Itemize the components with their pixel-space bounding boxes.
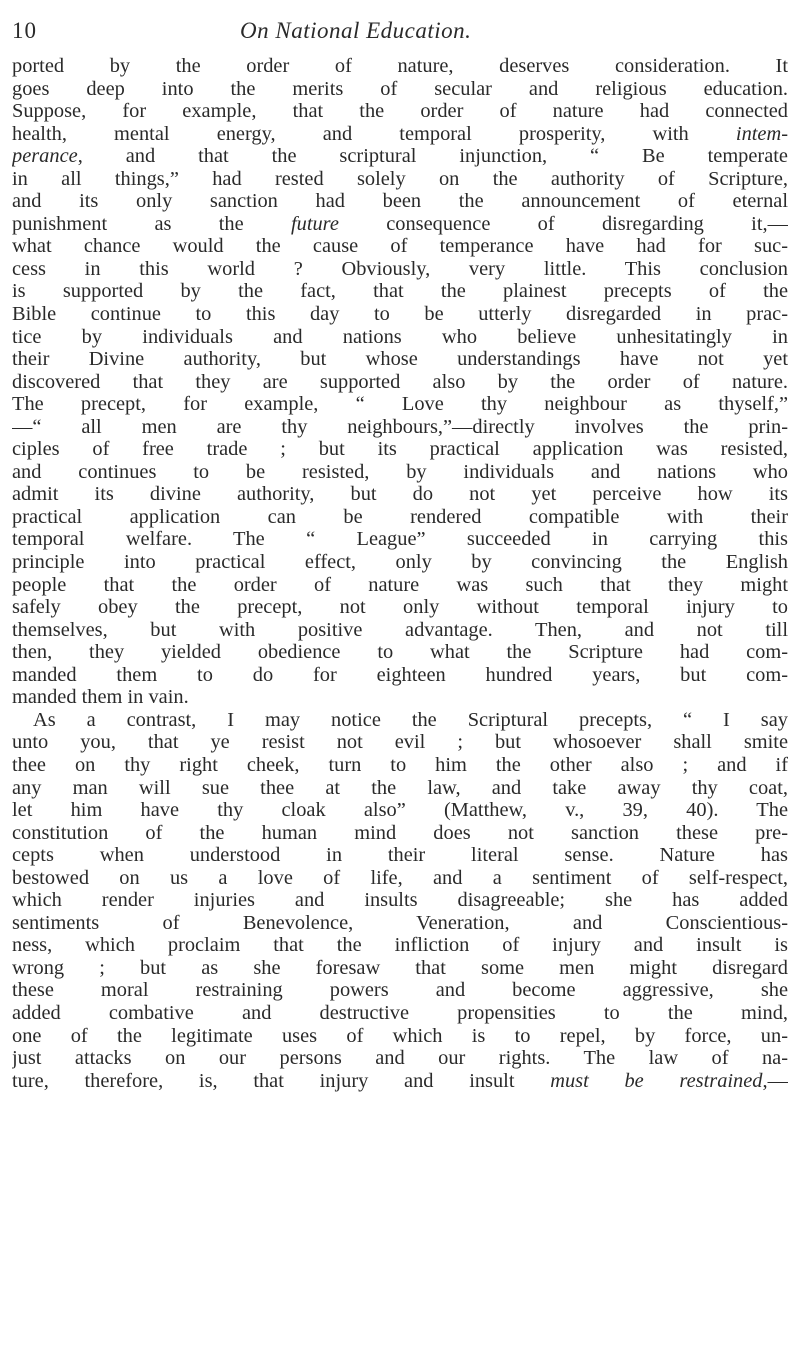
text-line: principle into practical effect, only by convincing the English — [12, 551, 788, 574]
text-line: which render injuries and insults disagreeable; she has added — [12, 889, 788, 912]
text-line: Suppose, for example, that the order of nature had connected — [12, 100, 788, 123]
text-line: goes deep into the merits of secular and religious education. — [12, 77, 788, 100]
text-line: and its only sanction had been the announcement of eternal — [12, 190, 788, 213]
italic-segment: must be restrained — [550, 1069, 763, 1092]
text-line — [12, 123, 788, 146]
text-line: tice by individuals and nations who believe unhesitatingly in — [12, 325, 788, 348]
text-segment: health, mental energy, and temporal prosperity, with — [12, 122, 736, 145]
text-line: people that the order of nature was such that they might — [12, 573, 788, 596]
text-line: manded them in vain. — [12, 686, 189, 709]
text-line: unto you, that ye resist not evil ; but whosoever shall smite — [12, 731, 788, 754]
text-line: ness, which proclaim that the infliction of injury and insult is — [12, 934, 788, 957]
text-line: —“ all men are thy neighbours,”—directly involves the prin- — [12, 415, 788, 438]
text-line: wrong ; but as she foresaw that some men might disregard — [12, 956, 788, 979]
text-line: The precept, for example, “ Love thy neighbour as thyself,” — [12, 393, 788, 416]
text-line: cepts when understood in their literal sense. Nature has — [12, 844, 788, 867]
text-line: safely obey the precept, not only without temporal injury to — [12, 596, 788, 619]
text-line: let him have thy cloak also” (Matthew, v., 39, 40). The — [12, 799, 788, 822]
text-line: in all things,” had rested solely on the authority of Scripture, — [12, 167, 788, 190]
text-line: cess in this world ? Obviously, very little. This conclusion — [12, 257, 788, 280]
text-line: and continues to be resisted, by individuals and nations who — [12, 460, 788, 483]
text-line: these moral restraining powers and become aggressive, she — [12, 979, 788, 1002]
text-line: practical application can be rendered compatible with their — [12, 505, 788, 528]
text-segment: consequence of disregarding it,— — [338, 212, 788, 235]
text-segment: , and that the scriptural injunction, “ Be temperate — [77, 145, 788, 168]
text-line: thee on thy right cheek, turn to him the other also ; and if — [12, 753, 788, 776]
text-line: Bible continue to this day to be utterly disregarded in prac- — [12, 303, 788, 326]
text-line: any man will sue thee at the law, and take away thy coat, — [12, 776, 788, 799]
text-line: one of the legitimate uses of which is to repel, by force, un- — [12, 1024, 788, 1047]
text-line — [12, 213, 788, 236]
text-line: As a contrast, I may notice the Scriptural precepts, “ I say — [33, 708, 788, 731]
text-line: bestowed on us a love of life, and a sentiment of self-respect, — [12, 866, 788, 889]
text-line: added combative and destructive propensities to the mind, — [12, 1001, 788, 1024]
italic-segment: intem- — [735, 122, 788, 145]
text-line: ciples of free trade ; but its practical application was resisted, — [12, 438, 788, 461]
text-segment: punishment as the — [12, 212, 291, 235]
running-head — [0, 18, 800, 48]
italic-segment: future — [290, 212, 339, 235]
text-line: is supported by the fact, that the plainest precepts of the — [12, 280, 788, 303]
running-title: On National Education. — [240, 18, 472, 43]
italic-segment: perance — [12, 145, 78, 168]
text-line: temporal welfare. The “ League” succeeded in carrying this — [12, 528, 788, 551]
text-line: manded them to do for eighteen hundred years, but com- — [12, 663, 788, 686]
text-line: their Divine authority, but whose understandings have not yet — [12, 348, 788, 371]
text-line — [12, 145, 788, 168]
text-line: themselves, but with positive advantage. Then, and not till — [12, 618, 788, 641]
text-line: admit its divine authority, but do not yet perceive how its — [12, 483, 788, 506]
text-line: sentiments of Benevolence, Veneration, and Conscientious- — [12, 911, 788, 934]
page-number: 10 — [12, 18, 37, 43]
text-line — [12, 1070, 788, 1093]
text-line: ported by the order of nature, deserves consideration. It — [12, 55, 788, 77]
body-text — [12, 55, 788, 1092]
text-line: constitution of the human mind does not sanction these pre- — [12, 821, 788, 844]
text-segment: ,— — [762, 1069, 788, 1092]
text-line: then, they yielded obedience to what the Scripture had com- — [12, 641, 788, 664]
text-segment: ture, therefore, is, that injury and insult — [12, 1069, 551, 1092]
text-line: discovered that they are supported also by the order of nature. — [12, 370, 788, 393]
text-line: what chance would the cause of temperance have had for suc- — [12, 235, 788, 258]
text-line: just attacks on our persons and our rights. The law of na- — [12, 1047, 788, 1070]
